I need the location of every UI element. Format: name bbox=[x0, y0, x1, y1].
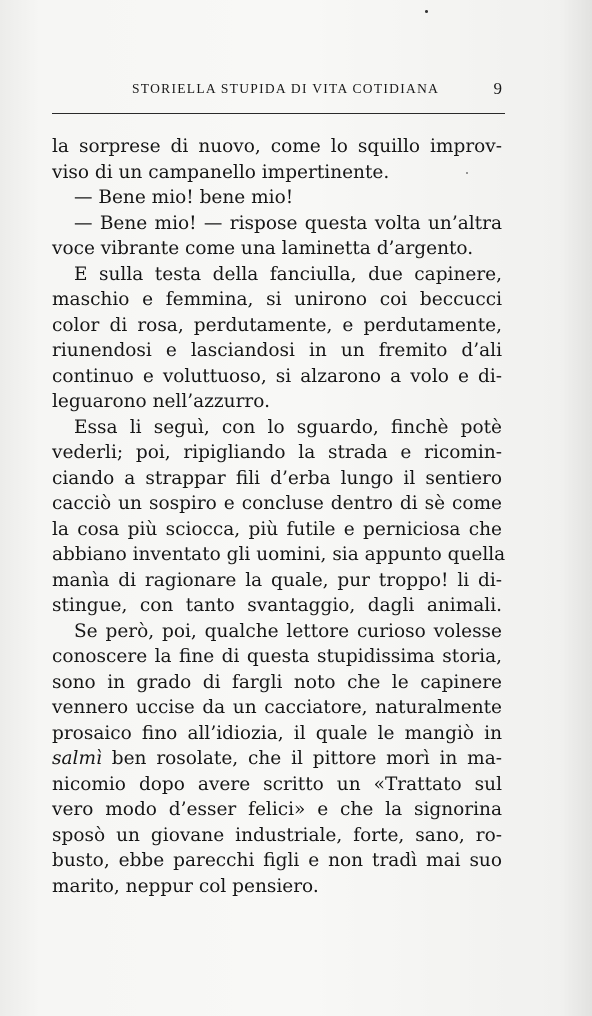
text-line: manìa di ragionare la quale, pur troppo! li di- bbox=[52, 569, 502, 591]
paper-speck bbox=[425, 10, 428, 13]
text-line: sono in grado di fargli noto che le capinere bbox=[52, 671, 502, 693]
text-line bbox=[52, 746, 502, 772]
text-line: la sorprese di nuovo, come lo squillo improv- bbox=[52, 136, 502, 157]
text-line: cacciò un sospiro e concluse dentro di sè come bbox=[52, 493, 502, 514]
running-head bbox=[52, 81, 504, 101]
text-line: viso di un campanello impertinente. bbox=[52, 161, 390, 183]
text-line: busto, ebbe parecchi figli e non tradì mai suo bbox=[52, 850, 502, 871]
text-line: prosaico fino all’idiozia, il quale le mangiò in bbox=[52, 722, 502, 744]
line-rest: ben rosolate, che il pittore morì in ma- bbox=[101, 748, 502, 769]
text-line: marito, neppur col pensiero. bbox=[52, 875, 319, 897]
header-rule bbox=[52, 113, 505, 114]
text-line: — Bene mio! bene mio! bbox=[74, 187, 294, 208]
text-line: vederli; poi, ripigliando la strada e ricomin- bbox=[52, 442, 502, 463]
text-line: — Bene mio! — rispose questa volta un’altra bbox=[74, 212, 502, 234]
text-line: E sulla testa della fanciulla, due capinere, bbox=[74, 263, 502, 285]
text-line: la cosa più sciocca, più futile e perniciosa che bbox=[52, 518, 502, 540]
page-number: 9 bbox=[493, 79, 502, 98]
text-line: voce vibrante come una laminetta d’argento. bbox=[52, 238, 474, 259]
body-text bbox=[52, 134, 506, 899]
running-title: STORIELLA STUPIDA DI VITA COTIDIANA bbox=[132, 81, 440, 96]
text-line: vennero uccise da un cacciatore, naturalmente bbox=[52, 697, 502, 718]
text-line: riunendosi e lasciandosi in un fremito d’ali bbox=[52, 340, 502, 361]
text-line: color di rosa, perdutamente, e perdutamente, bbox=[52, 314, 502, 336]
text-line: leguarono nell’azzurro. bbox=[52, 391, 270, 412]
italic-word: salmì bbox=[52, 748, 102, 769]
paper-speck bbox=[466, 172, 468, 174]
text-line: abbiano inventato gli uomini, sia appunto quella bbox=[52, 544, 506, 565]
text-line: Essa li seguì, con lo sguardo, finchè potè bbox=[74, 416, 502, 438]
text-line: nicomio dopo avere scritto un «Trattato sul bbox=[52, 773, 502, 795]
text-line: ciando a strappar fili d’erba lungo il sentiero bbox=[52, 467, 502, 489]
text-line: Se però, poi, qualche lettore curioso volesse bbox=[74, 620, 502, 642]
text-line: sposò un giovane industriale, forte, sano, ro- bbox=[52, 824, 502, 846]
text-line: conoscere la fine di questa stupidissima storia, bbox=[52, 646, 502, 667]
text-line: stingue, con tanto svantaggio, dagli animali. bbox=[52, 595, 502, 616]
text-line: maschio e femmina, si unirono coi beccucci bbox=[52, 289, 502, 310]
text-line: vero modo d’esser felici» e che la signorina bbox=[52, 799, 502, 820]
text-line: continuo e voluttuoso, si alzarono a volo e di- bbox=[52, 365, 502, 387]
